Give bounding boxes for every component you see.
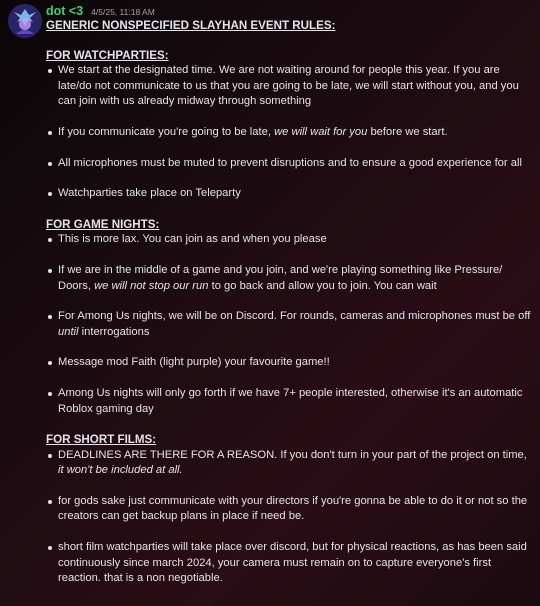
list-item: This is more lax. You can join as and when you please — [58, 232, 532, 248]
rules-title: GENERIC NONSPECIFIED SLAYHAN EVENT RULES: — [46, 19, 336, 32]
item-text: interrogations — [78, 325, 150, 338]
timestamp: 4/5/25, 11:18 AM — [91, 7, 155, 17]
list-item: We start at the designated time. We are not waiting around for people this year. If you are late/do not communicate to us that you are going to be late, we will start without you, and you can join with us already midway through something — [58, 63, 532, 110]
item-emphasis: we will wait for you — [274, 125, 368, 138]
list-item — [58, 448, 532, 479]
game-nights-list — [46, 232, 532, 417]
avatar-image-icon — [8, 4, 42, 38]
list-item: Message mod Faith (light purple) your favourite game!! — [58, 355, 532, 371]
list-item — [58, 263, 532, 294]
message-header — [46, 4, 155, 18]
list-item: for gods sake just communicate with your directors if you're gonna be able to do it or not so the creators can get backup plans in place if need be. — [58, 494, 532, 525]
section-heading-short-films: FOR SHORT FILMS: — [46, 433, 157, 447]
list-item: short film watchparties will take place over discord, but for physical reactions, as has been said continuously since march 2024, your camera must remain on to capture everyone's first reaction. that is a non negotiable. — [58, 540, 532, 587]
list-item: Watchparties take place on Teleparty — [58, 186, 532, 202]
item-emphasis: we will not stop our run — [94, 279, 209, 292]
item-emphasis: until — [58, 325, 79, 338]
item-text: before we start. — [367, 125, 448, 138]
item-text: For Among Us nights, we will be on Discord. For rounds, cameras and microphones must be off — [58, 310, 531, 323]
item-text: to go back and allow you to join. You can wait — [208, 279, 437, 292]
item-emphasis: it won't be included at all. — [58, 464, 183, 477]
list-item — [58, 309, 532, 340]
user-avatar[interactable] — [8, 4, 42, 38]
list-item — [58, 125, 532, 141]
username[interactable]: dot <3 — [46, 4, 84, 18]
item-text: DEADLINES ARE THERE FOR A REASON. If you don't turn in your part of the project on time, — [58, 448, 527, 461]
item-text: If you communicate you're going to be late, — [58, 125, 275, 138]
short-films-list — [46, 448, 532, 587]
item-text: If we are in the middle of a game and you join, and we're playing something like Pressure/ Doors, — [58, 263, 503, 292]
watchparties-list — [46, 63, 532, 202]
section-heading-watchparties: FOR WATCHPARTIES: — [46, 48, 169, 62]
section-heading-game-nights: FOR GAME NIGHTS: — [46, 217, 160, 231]
list-item: Among Us nights will only go forth if we have 7+ people interested, otherwise it's an automatic Roblox gaming day — [58, 386, 532, 417]
message-content — [46, 18, 532, 602]
list-item: All microphones must be muted to prevent disruptions and to ensure a good experience for all — [58, 156, 532, 172]
